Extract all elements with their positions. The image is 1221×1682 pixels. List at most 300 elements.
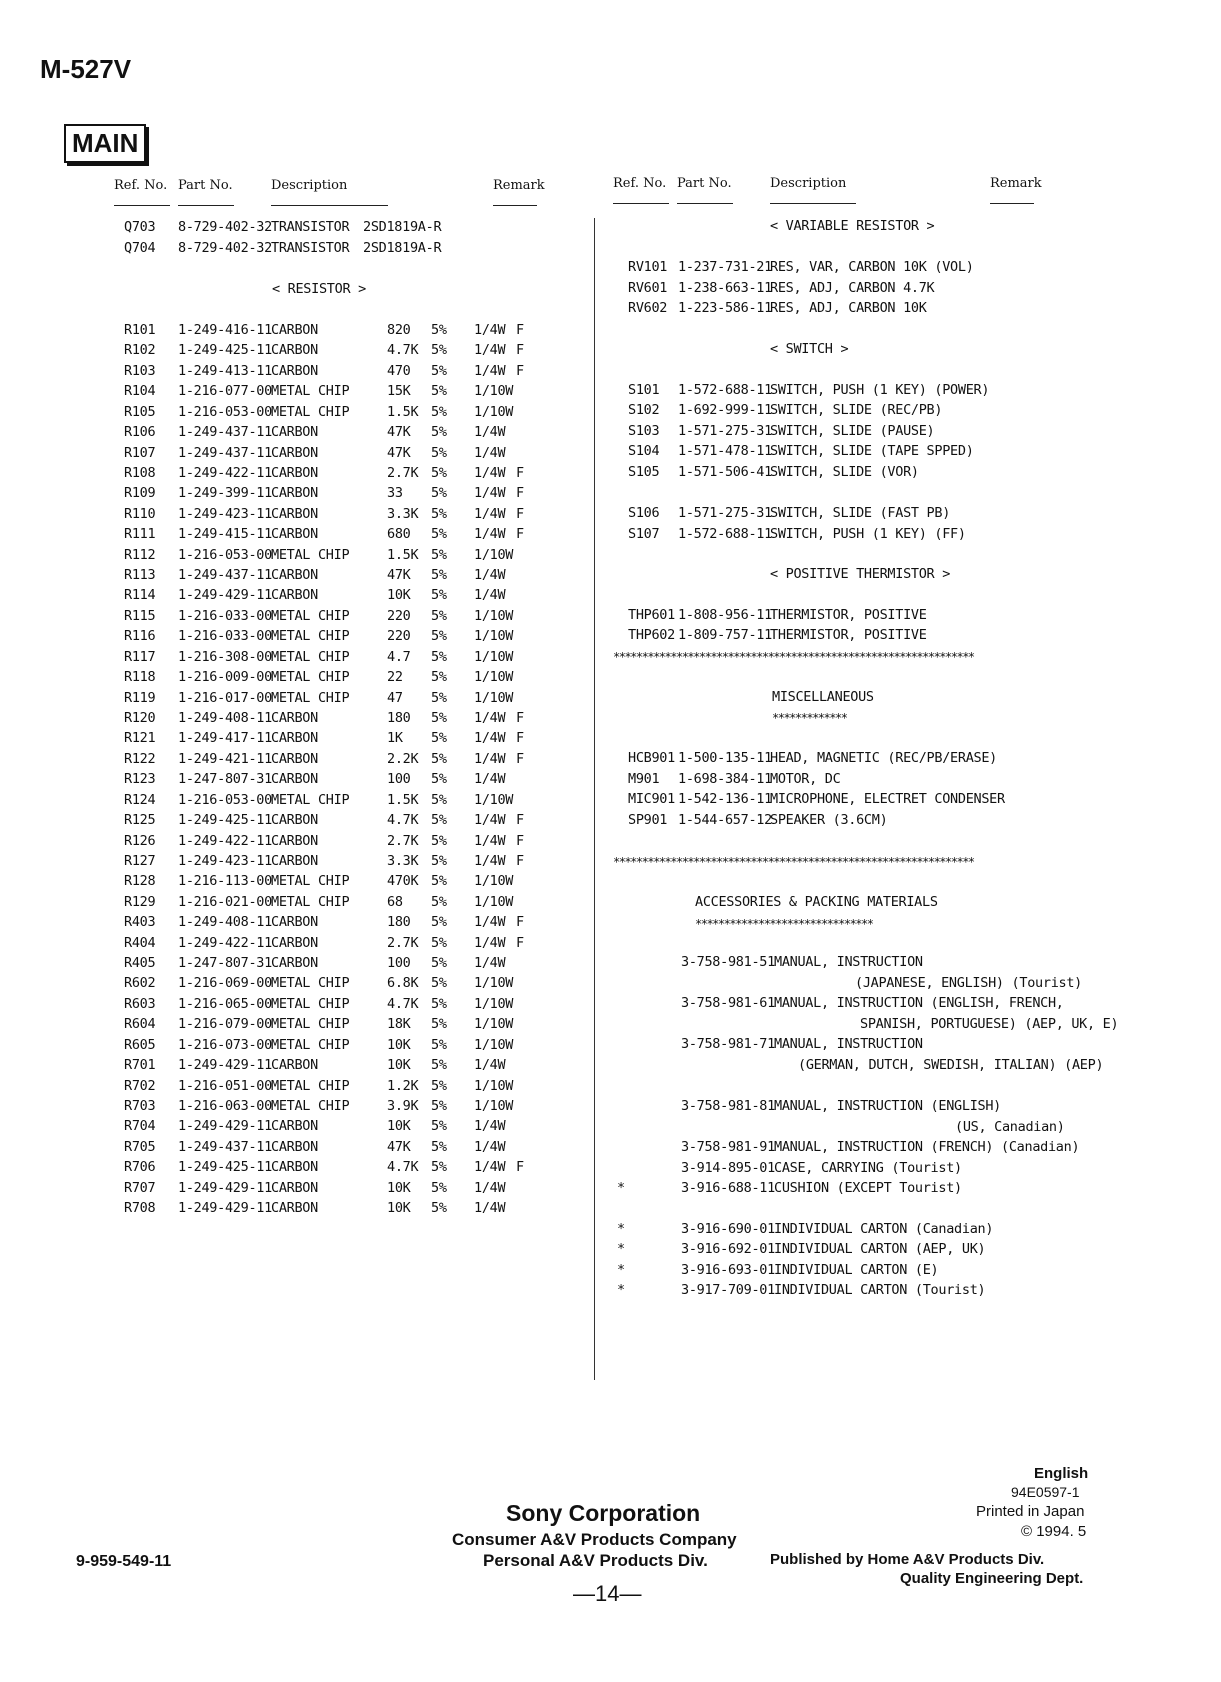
- cell-ref-no: R701: [124, 1057, 156, 1074]
- cell-description: METAL CHIP: [271, 669, 350, 686]
- cell-description: CARBON: [271, 464, 318, 481]
- cell-description: CARBON: [271, 505, 318, 522]
- cell-part-no: 1-249-413-11: [178, 362, 272, 379]
- cell-part-no: 1-542-136-11: [678, 791, 772, 807]
- cell-wattage: 1/10W: [474, 628, 514, 645]
- cell-description: CARBON: [271, 424, 318, 441]
- cell-description: METAL CHIP: [271, 873, 350, 890]
- thermistor-title: < POSITIVE THERMISTOR >: [770, 566, 951, 582]
- cell-remark: F: [516, 322, 524, 338]
- header-part-no: Part No.: [677, 176, 732, 191]
- cell-wattage: 1/4W: [474, 342, 506, 359]
- company-subtitle: Consumer A&V Products Company: [452, 1530, 737, 1549]
- cell-ref-no: R604: [124, 1016, 156, 1033]
- cell-value: 10K: [387, 1036, 411, 1053]
- printed-in: Printed in Japan: [976, 1503, 1085, 1520]
- cell-wattage: 1/10W: [474, 873, 514, 890]
- document-number: 9-959-549-11: [76, 1553, 172, 1570]
- cell-tolerance: 5%: [431, 1200, 447, 1216]
- cell-description: CARBON: [271, 771, 318, 788]
- cell-description: TRANSISTOR: [271, 240, 350, 256]
- cell-description: THERMISTOR, POSITIVE: [770, 607, 927, 623]
- cell-remark: F: [516, 464, 524, 481]
- cell-ref-no: R703: [124, 1097, 156, 1114]
- cell-part-no: 1-249-408-11: [178, 914, 272, 931]
- cell-wattage: 1/4W: [474, 587, 506, 604]
- cell-part-no: 1-500-135-11: [678, 750, 772, 766]
- cell-wattage: 1/10W: [474, 1097, 514, 1114]
- cell-description: METAL CHIP: [271, 791, 350, 808]
- cell-part-no: 1-698-384-11: [678, 771, 772, 787]
- cell-description: CARBON: [271, 342, 318, 359]
- accessory-part-no: 3-758-981-91: [681, 1139, 775, 1155]
- accessory-part-no: 3-916-688-11: [681, 1180, 775, 1196]
- cell-tolerance: 5%: [431, 669, 447, 686]
- switch-title: < SWITCH >: [770, 341, 849, 357]
- cell-part-no: 1-249-423-11: [178, 852, 272, 869]
- cell-description: RES, ADJ, CARBON 10K: [770, 300, 927, 316]
- cell-ref-no: R116: [124, 628, 156, 645]
- cell-ref-no: R105: [124, 403, 156, 420]
- cell-description: SWITCH, SLIDE (PAUSE): [770, 423, 935, 439]
- cell-tolerance: 5%: [431, 1036, 447, 1053]
- cell-part-no: 1-216-065-00: [178, 995, 272, 1012]
- cell-ref-no: R124: [124, 791, 156, 808]
- cell-description: METAL CHIP: [271, 995, 350, 1012]
- variable-resistor-title: < VARIABLE RESISTOR >: [770, 218, 935, 234]
- cell-part-no: 1-571-275-31: [678, 423, 772, 439]
- cell-part-no: 1-249-423-11: [178, 505, 272, 522]
- cell-wattage: 1/4W: [474, 505, 506, 522]
- cell-wattage: 1/4W: [474, 771, 506, 788]
- cell-description: CARBON: [271, 852, 318, 869]
- header-underline: [493, 205, 537, 206]
- cell-description: CARBON: [271, 1159, 318, 1176]
- cell-ref-no: Q704: [124, 240, 156, 256]
- cell-part-no: 1-249-422-11: [178, 832, 272, 849]
- misc-title: MISCELLANEOUS: [772, 689, 874, 705]
- cell-value: 10K: [387, 1057, 411, 1074]
- cell-tolerance: 5%: [431, 709, 447, 726]
- cell-ref-no: R704: [124, 1118, 156, 1135]
- accessory-description: INDIVIDUAL CARTON (AEP, UK): [774, 1241, 986, 1257]
- cell-wattage: 1/4W: [474, 424, 506, 441]
- document-code: 94E0597-1: [1011, 1484, 1080, 1500]
- cell-description: HEAD, MAGNETIC (REC/PB/ERASE): [770, 750, 998, 766]
- cell-part-no: 1-216-053-00: [178, 546, 272, 563]
- cell-tolerance: 5%: [431, 1138, 447, 1155]
- header-remark: Remark: [990, 176, 1042, 191]
- cell-description: METAL CHIP: [271, 546, 350, 563]
- cell-ref-no: R702: [124, 1077, 156, 1094]
- cell-tolerance: 5%: [431, 1179, 447, 1196]
- cell-description: SWITCH, SLIDE (VOR): [770, 464, 919, 480]
- accessory-part-no: 3-758-981-81: [681, 1098, 775, 1114]
- cell-description: CARBON: [271, 832, 318, 849]
- header-underline: [770, 203, 856, 204]
- cell-part-no: 1-249-415-11: [178, 526, 272, 543]
- cell-description: CARBON: [271, 709, 318, 726]
- accessory-part-no: 3-916-693-01: [681, 1262, 775, 1278]
- cell-wattage: 1/4W: [474, 526, 506, 543]
- column-divider: [594, 218, 595, 1380]
- cell-description: CARBON: [271, 567, 318, 583]
- cell-description: CARBON: [271, 914, 318, 931]
- cell-value: 4.7K: [387, 812, 419, 828]
- header-ref-no: Ref. No.: [114, 178, 168, 193]
- cell-description: CARBON: [271, 1057, 318, 1074]
- cell-description: METAL CHIP: [271, 403, 350, 420]
- accessories-title: ACCESSORIES & PACKING MATERIALS: [695, 894, 938, 910]
- cell-description: METAL CHIP: [271, 1036, 350, 1053]
- cell-remark: F: [516, 709, 524, 726]
- cell-description: CARBON: [271, 934, 318, 951]
- cell-value: 1.2K: [387, 1077, 419, 1094]
- header-underline: [271, 205, 388, 206]
- cell-remark: F: [516, 730, 524, 747]
- cell-tolerance: 5%: [431, 914, 447, 931]
- cell-part-no: 1-216-069-00: [178, 975, 272, 992]
- cell-wattage: 1/10W: [474, 1077, 514, 1094]
- cell-tolerance: 5%: [431, 464, 447, 481]
- cell-description: METAL CHIP: [271, 893, 350, 910]
- cell-part-no: 1-216-053-00: [178, 791, 272, 808]
- cell-tolerance: 5%: [431, 730, 447, 747]
- cell-remark: F: [516, 934, 524, 951]
- accessory-part-no: 3-917-709-01: [681, 1282, 775, 1298]
- cell-remark: F: [516, 362, 524, 379]
- cell-tolerance: 5%: [431, 893, 447, 910]
- cell-description: CARBON: [271, 362, 318, 379]
- cell-part-no: 1-249-437-11: [178, 1138, 272, 1155]
- cell-ref-no: S107: [628, 526, 660, 542]
- cell-description: MOTOR, DC: [770, 771, 841, 787]
- cell-ref-no: R706: [124, 1159, 156, 1176]
- cell-ref-no: R104: [124, 383, 156, 400]
- cell-value: 100: [387, 771, 411, 788]
- cell-ref-no: S105: [628, 464, 660, 480]
- cell-ref-no: S103: [628, 423, 660, 439]
- cell-tolerance: 5%: [431, 607, 447, 624]
- cell-ref-no: Q703: [124, 219, 156, 235]
- cell-ref-no: R117: [124, 648, 156, 665]
- cell-value: 220: [387, 607, 411, 624]
- cell-value: 2SD1819A-R: [363, 240, 442, 256]
- cell-wattage: 1/4W: [474, 852, 506, 869]
- cell-part-no: 1-216-021-00: [178, 893, 272, 910]
- cell-value: 33: [387, 485, 403, 502]
- cell-value: 22: [387, 669, 403, 686]
- header-part-no: Part No.: [178, 178, 233, 193]
- cell-value: 2.7K: [387, 464, 419, 481]
- section-label: MAIN: [64, 124, 146, 163]
- header-underline: [613, 203, 669, 204]
- cell-part-no: 1-249-422-11: [178, 464, 272, 481]
- cell-part-no: 1-247-807-31: [178, 771, 272, 788]
- cell-part-no: 1-249-437-11: [178, 567, 272, 583]
- header-underline: [990, 203, 1034, 204]
- cell-part-no: 1-571-478-11: [678, 443, 772, 459]
- cell-remark: F: [516, 812, 524, 828]
- cell-value: 470K: [387, 873, 419, 890]
- department: Quality Engineering Dept.: [900, 1570, 1084, 1587]
- cell-value: 10K: [387, 1118, 411, 1135]
- cell-description: SWITCH, PUSH (1 KEY) (POWER): [770, 382, 990, 398]
- cell-description: CARBON: [271, 485, 318, 502]
- cell-description: CARBON: [271, 587, 318, 604]
- cell-value: 2.7K: [387, 934, 419, 951]
- accessory-description: CASE, CARRYING (Tourist): [774, 1160, 962, 1176]
- accessory-mark: *: [617, 1180, 625, 1196]
- cell-value: 1.5K: [387, 546, 419, 563]
- cell-ref-no: R125: [124, 812, 156, 828]
- cell-description: CARBON: [271, 1179, 318, 1196]
- cell-ref-no: R119: [124, 689, 156, 706]
- cell-value: 3.3K: [387, 852, 419, 869]
- cell-description: TRANSISTOR: [271, 219, 350, 235]
- cell-description: CARBON: [271, 526, 318, 543]
- cell-tolerance: 5%: [431, 832, 447, 849]
- cell-ref-no: R102: [124, 342, 156, 359]
- cell-wattage: 1/4W: [474, 812, 506, 828]
- cell-value: 4.7K: [387, 1159, 419, 1176]
- cell-part-no: 1-249-425-11: [178, 812, 272, 828]
- cell-value: 2.2K: [387, 750, 419, 767]
- cell-tolerance: 5%: [431, 546, 447, 563]
- cell-description: METAL CHIP: [271, 628, 350, 645]
- accessory-description: MANUAL, INSTRUCTION (ENGLISH): [774, 1098, 1002, 1114]
- cell-description: SWITCH, SLIDE (TAPE SPPED): [770, 443, 974, 459]
- cell-ref-no: R110: [124, 505, 156, 522]
- cell-part-no: 1-249-429-11: [178, 1118, 272, 1135]
- cell-wattage: 1/10W: [474, 791, 514, 808]
- cell-description: SWITCH, SLIDE (FAST PB): [770, 505, 951, 521]
- cell-description: METAL CHIP: [271, 1016, 350, 1033]
- cell-part-no: 1-249-429-11: [178, 1057, 272, 1074]
- cell-part-no: 1-249-425-11: [178, 342, 272, 359]
- cell-wattage: 1/4W: [474, 1179, 506, 1196]
- accessory-mark: *: [617, 1221, 625, 1237]
- cell-wattage: 1/4W: [474, 1118, 506, 1135]
- header-description: Description: [770, 176, 847, 191]
- cell-ref-no: RV602: [628, 300, 668, 316]
- accessory-description-continued: (US, Canadian): [955, 1119, 1065, 1135]
- cell-wattage: 1/4W: [474, 362, 506, 379]
- cell-ref-no: R114: [124, 587, 156, 604]
- cell-tolerance: 5%: [431, 1159, 447, 1176]
- cell-tolerance: 5%: [431, 628, 447, 645]
- cell-tolerance: 5%: [431, 1016, 447, 1033]
- cell-ref-no: R115: [124, 607, 156, 624]
- cell-ref-no: R118: [124, 669, 156, 686]
- cell-value: 18K: [387, 1016, 411, 1033]
- cell-ref-no: M901: [628, 771, 660, 787]
- cell-ref-no: R403: [124, 914, 156, 931]
- cell-description: CARBON: [271, 322, 318, 338]
- cell-ref-no: R405: [124, 955, 156, 971]
- cell-tolerance: 5%: [431, 975, 447, 992]
- cell-part-no: 1-249-417-11: [178, 730, 272, 747]
- cell-part-no: 1-247-807-31: [178, 955, 272, 971]
- cell-ref-no: S102: [628, 402, 660, 418]
- cell-value: 180: [387, 914, 411, 931]
- cell-value: 15K: [387, 383, 411, 400]
- cell-part-no: 1-216-308-00: [178, 648, 272, 665]
- cell-description: METAL CHIP: [271, 689, 350, 706]
- cell-wattage: 1/4W: [474, 567, 506, 583]
- accessory-description: MANUAL, INSTRUCTION (ENGLISH, FRENCH,: [774, 995, 1064, 1011]
- cell-value: 1.5K: [387, 403, 419, 420]
- cell-tolerance: 5%: [431, 1097, 447, 1114]
- header-ref-no: Ref. No.: [613, 176, 667, 191]
- cell-value: 470: [387, 362, 411, 379]
- cell-ref-no: R129: [124, 893, 156, 910]
- header-underline: [114, 205, 170, 206]
- accessory-description-continued: SPANISH, PORTUGUESE) (AEP, UK, E): [860, 1016, 1119, 1032]
- misc-stars: *************: [772, 711, 847, 725]
- cell-ref-no: S101: [628, 382, 660, 398]
- cell-part-no: 1-216-079-00: [178, 1016, 272, 1033]
- cell-ref-no: R707: [124, 1179, 156, 1196]
- cell-part-no: 1-808-956-11: [678, 607, 772, 623]
- cell-ref-no: R103: [124, 362, 156, 379]
- cell-part-no: 1-571-275-31: [678, 505, 772, 521]
- cell-tolerance: 5%: [431, 689, 447, 706]
- accessory-part-no: 3-758-981-51: [681, 954, 775, 970]
- cell-ref-no: RV601: [628, 280, 668, 296]
- accessory-part-no: 3-914-895-01: [681, 1160, 775, 1176]
- cell-value: 68: [387, 893, 403, 910]
- cell-value: 47: [387, 689, 403, 706]
- cell-value: 47K: [387, 567, 411, 583]
- cell-wattage: 1/10W: [474, 1036, 514, 1053]
- accessory-description: MANUAL, INSTRUCTION: [774, 1036, 923, 1052]
- cell-ref-no: MIC901: [628, 791, 675, 807]
- cell-ref-no: HCB901: [628, 750, 675, 766]
- cell-part-no: 1-216-113-00: [178, 873, 272, 890]
- cell-wattage: 1/4W: [474, 1057, 506, 1074]
- cell-tolerance: 5%: [431, 424, 447, 441]
- cell-part-no: 1-249-425-11: [178, 1159, 272, 1176]
- cell-description: CARBON: [271, 955, 318, 971]
- publication-date: © 1994. 5: [1021, 1523, 1087, 1540]
- cell-ref-no: R112: [124, 546, 156, 563]
- cell-value: 100: [387, 955, 411, 971]
- cell-tolerance: 5%: [431, 444, 447, 461]
- cell-wattage: 1/4W: [474, 322, 506, 338]
- cell-ref-no: R120: [124, 709, 156, 726]
- cell-value: 10K: [387, 587, 411, 604]
- cell-value: 3.9K: [387, 1097, 419, 1114]
- cell-ref-no: R101: [124, 322, 156, 338]
- cell-ref-no: R109: [124, 485, 156, 502]
- cell-ref-no: R602: [124, 975, 156, 992]
- division-name: Personal A&V Products Div.: [483, 1551, 708, 1570]
- cell-part-no: 1-249-421-11: [178, 750, 272, 767]
- cell-ref-no: R108: [124, 464, 156, 481]
- header-underline: [677, 203, 733, 204]
- cell-ref-no: RV101: [628, 259, 668, 275]
- accessory-description: MANUAL, INSTRUCTION (FRENCH) (Canadian): [774, 1139, 1080, 1155]
- accessory-mark: *: [617, 1282, 625, 1298]
- cell-part-no: 1-249-437-11: [178, 444, 272, 461]
- cell-part-no: 1-692-999-11: [678, 402, 772, 418]
- accessories-stars: *******************************: [695, 917, 873, 931]
- cell-description: CARBON: [271, 1138, 318, 1155]
- cell-description: RES, VAR, CARBON 10K (VOL): [770, 259, 974, 275]
- cell-description: METAL CHIP: [271, 648, 350, 665]
- cell-tolerance: 5%: [431, 383, 447, 400]
- cell-wattage: 1/4W: [474, 934, 506, 951]
- cell-remark: F: [516, 750, 524, 767]
- cell-wattage: 1/10W: [474, 648, 514, 665]
- cell-tolerance: 5%: [431, 505, 447, 522]
- accessory-description: INDIVIDUAL CARTON (Canadian): [774, 1221, 994, 1237]
- cell-wattage: 1/10W: [474, 669, 514, 686]
- cell-value: 680: [387, 526, 411, 543]
- cell-value: 3.3K: [387, 505, 419, 522]
- cell-value: 10K: [387, 1179, 411, 1196]
- accessory-mark: *: [617, 1241, 625, 1257]
- accessory-part-no: 3-758-981-71: [681, 1036, 775, 1052]
- page-number: —14—: [573, 1581, 642, 1606]
- company-name: Sony Corporation: [506, 1500, 701, 1526]
- cell-part-no: 1-249-422-11: [178, 934, 272, 951]
- cell-part-no: 1-249-429-11: [178, 1179, 272, 1196]
- cell-remark: F: [516, 505, 524, 522]
- cell-value: 820: [387, 322, 411, 338]
- cell-ref-no: R605: [124, 1036, 156, 1053]
- cell-description: CARBON: [271, 1200, 318, 1216]
- cell-tolerance: 5%: [431, 934, 447, 951]
- cell-tolerance: 5%: [431, 342, 447, 359]
- cell-wattage: 1/4W: [474, 464, 506, 481]
- cell-ref-no: R121: [124, 730, 156, 747]
- cell-description: SWITCH, PUSH (1 KEY) (FF): [770, 526, 966, 542]
- cell-wattage: 1/10W: [474, 546, 514, 563]
- accessory-part-no: 3-758-981-61: [681, 995, 775, 1011]
- cell-part-no: 1-216-051-00: [178, 1077, 272, 1094]
- cell-part-no: 1-216-017-00: [178, 689, 272, 706]
- accessory-description: MANUAL, INSTRUCTION: [774, 954, 923, 970]
- cell-part-no: 1-572-688-11: [678, 382, 772, 398]
- cell-part-no: 1-216-009-00: [178, 669, 272, 686]
- cell-description: SWITCH, SLIDE (REC/PB): [770, 402, 943, 418]
- cell-remark: F: [516, 832, 524, 849]
- cell-tolerance: 5%: [431, 362, 447, 379]
- cell-part-no: 8-729-402-32: [178, 219, 272, 235]
- cell-wattage: 1/4W: [474, 914, 506, 931]
- cell-remark: F: [516, 914, 524, 931]
- cell-ref-no: S106: [628, 505, 660, 521]
- cell-tolerance: 5%: [431, 403, 447, 420]
- cell-wattage: 1/10W: [474, 689, 514, 706]
- cell-description: METAL CHIP: [271, 1097, 350, 1114]
- cell-part-no: 1-238-663-11: [678, 280, 772, 296]
- cell-tolerance: 5%: [431, 791, 447, 808]
- cell-description: SPEAKER (3.6CM): [770, 812, 888, 828]
- cell-description: RES, ADJ, CARBON 4.7K: [770, 280, 935, 296]
- cell-part-no: 1-216-033-00: [178, 628, 272, 645]
- cell-value: 6.8K: [387, 975, 419, 992]
- cell-part-no: 1-249-437-11: [178, 424, 272, 441]
- cell-tolerance: 5%: [431, 1077, 447, 1094]
- cell-tolerance: 5%: [431, 567, 447, 583]
- cell-value: 1K: [387, 730, 403, 747]
- cell-tolerance: 5%: [431, 812, 447, 828]
- cell-ref-no: R107: [124, 444, 156, 461]
- cell-wattage: 1/10W: [474, 1016, 514, 1033]
